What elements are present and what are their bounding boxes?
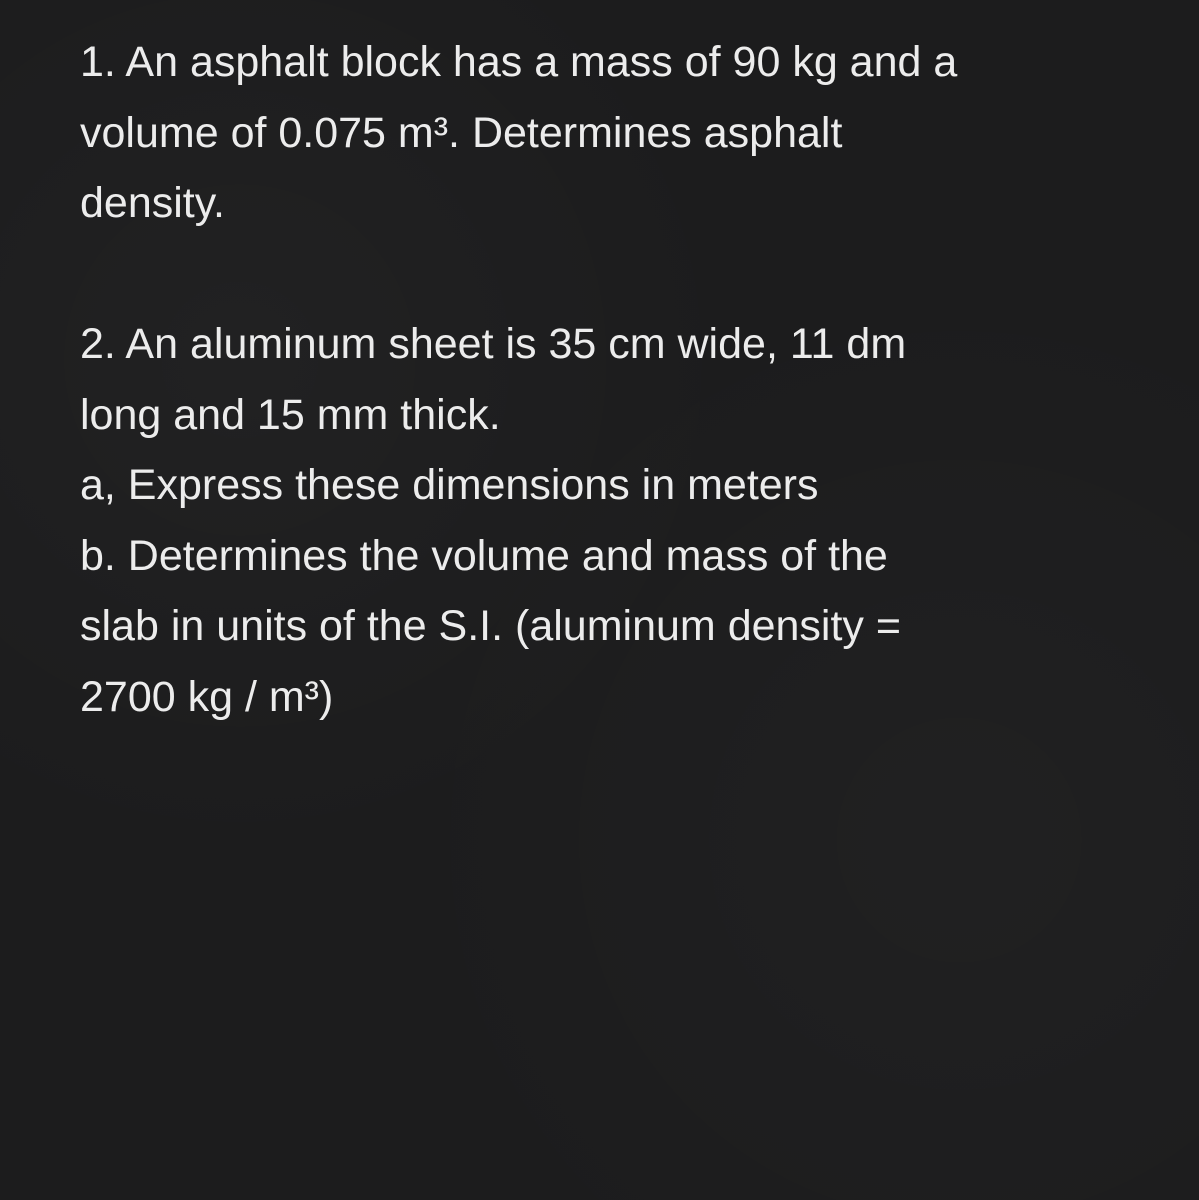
problem-1-line-2: volume of 0.075 m³. Determines asphalt: [80, 108, 843, 157]
problem-2-part-b-line-3: 2700 kg / m³): [80, 672, 334, 721]
problem-2-part-a: a, Express these dimensions in meters: [80, 461, 819, 509]
problem-2-line-2: long and 15 mm thick.: [80, 390, 501, 439]
problem-1-line-1: 1. An asphalt block has a mass of 90 kg and a: [80, 38, 958, 86]
problem-2-part-b-line-2: slab in units of the S.I. (aluminum density =: [80, 602, 901, 650]
problem-2-part-b-line-1: b. Determines the volume and mass of the: [80, 531, 888, 580]
problem-2-line-1: 2. An aluminum sheet is 35 cm wide, 11 dm: [80, 320, 907, 368]
problem-2: [80, 309, 1140, 732]
problem-1: [80, 27, 1140, 239]
paragraph-spacer: [80, 239, 1140, 310]
note-body: [80, 27, 1140, 732]
problem-1-line-3: density.: [80, 179, 225, 227]
